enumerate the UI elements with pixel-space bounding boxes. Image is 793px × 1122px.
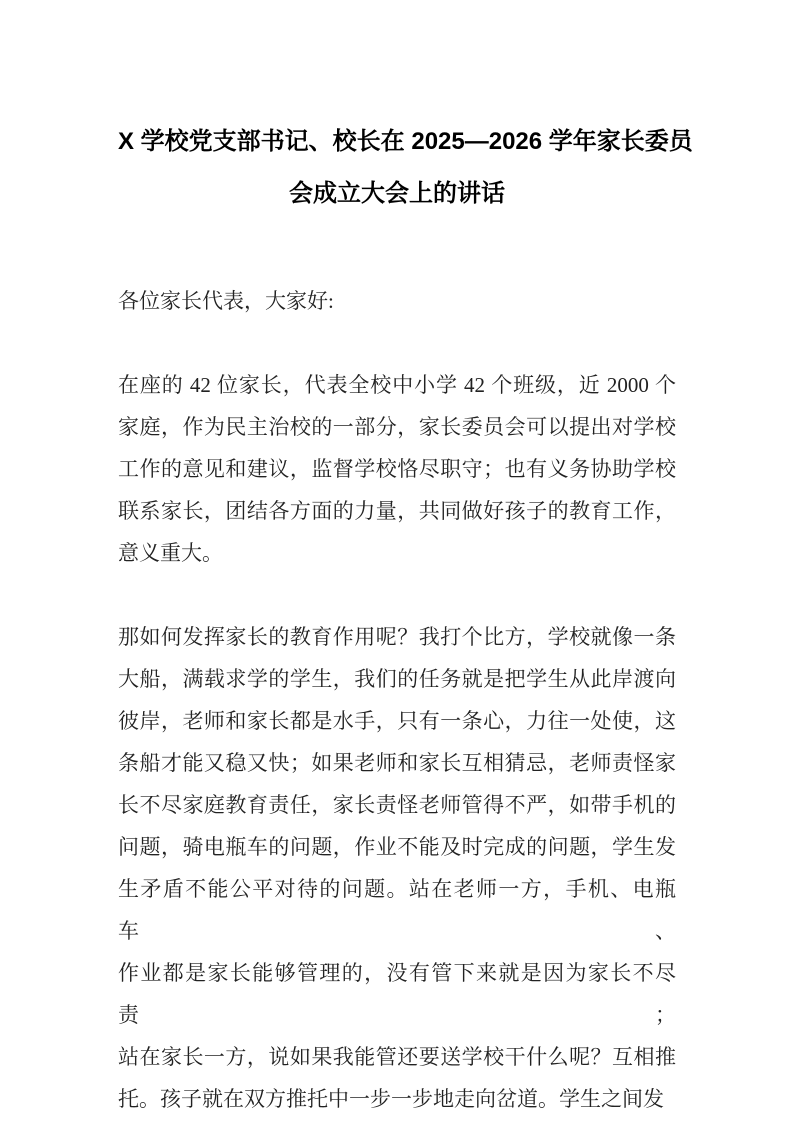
paragraph-line: 条船才能又稳又快；如果老师和家长互相猜忌，老师责怪家	[118, 751, 676, 775]
paragraph-line: 问题，骑电瓶车的问题，作业不能及时完成的问题，学生发	[118, 835, 676, 859]
paragraph-line: 长不尽家庭教育责任，家长责怪老师管得不严，如带手机的	[118, 793, 676, 817]
paragraph-line: 意义重大。	[118, 541, 223, 565]
paragraph-line: 彼岸，老师和家长都是水手，只有一条心，力往一处使，这	[118, 709, 676, 733]
paragraph-line: 家庭，作为民主治校的一部分，家长委员会可以提出对学校	[118, 415, 676, 439]
document-body	[118, 280, 676, 1120]
paragraph-line: 工作的意见和建议，监督学校恪尽职守；也有义务协助学校	[118, 457, 676, 481]
paragraph	[118, 616, 676, 1120]
paragraph-line: 托。孩子就在双方推托中一步一步地走向岔道。学生之间发	[118, 1087, 664, 1111]
paragraph	[118, 364, 676, 574]
title-line: 会成立大会上的讲话	[289, 180, 505, 207]
paragraph-line: 联系家长，团结各方面的力量，共同做好孩子的教育工作，	[118, 499, 676, 523]
paragraph-line: 作业都是家长能够管理的，没有管下来就是因为家长不尽责；	[118, 961, 676, 1027]
title-line: X 学校党支部书记、校长在 2025—2026 学年家长委员	[118, 128, 693, 155]
paragraph-line: 那如何发挥家长的教育作用呢？我打个比方，学校就像一条	[118, 625, 676, 649]
paragraph-line: 大船，满载求学的学生，我们的任务就是把学生从此岸渡向	[118, 667, 676, 691]
paragraph-line: 站在家长一方，说如果我能管还要送学校干什么呢？互相推	[118, 1045, 676, 1069]
paragraph-line: 在座的 42 位家长，代表全校中小学 42 个班级，近 2000 个	[118, 373, 676, 397]
document-title	[118, 116, 693, 220]
paragraph-line: 生矛盾不能公平对待的问题。站在老师一方，手机、电瓶车、	[118, 877, 676, 943]
paragraph	[118, 280, 676, 322]
paragraph-line: 各位家长代表，大家好:	[118, 289, 334, 313]
